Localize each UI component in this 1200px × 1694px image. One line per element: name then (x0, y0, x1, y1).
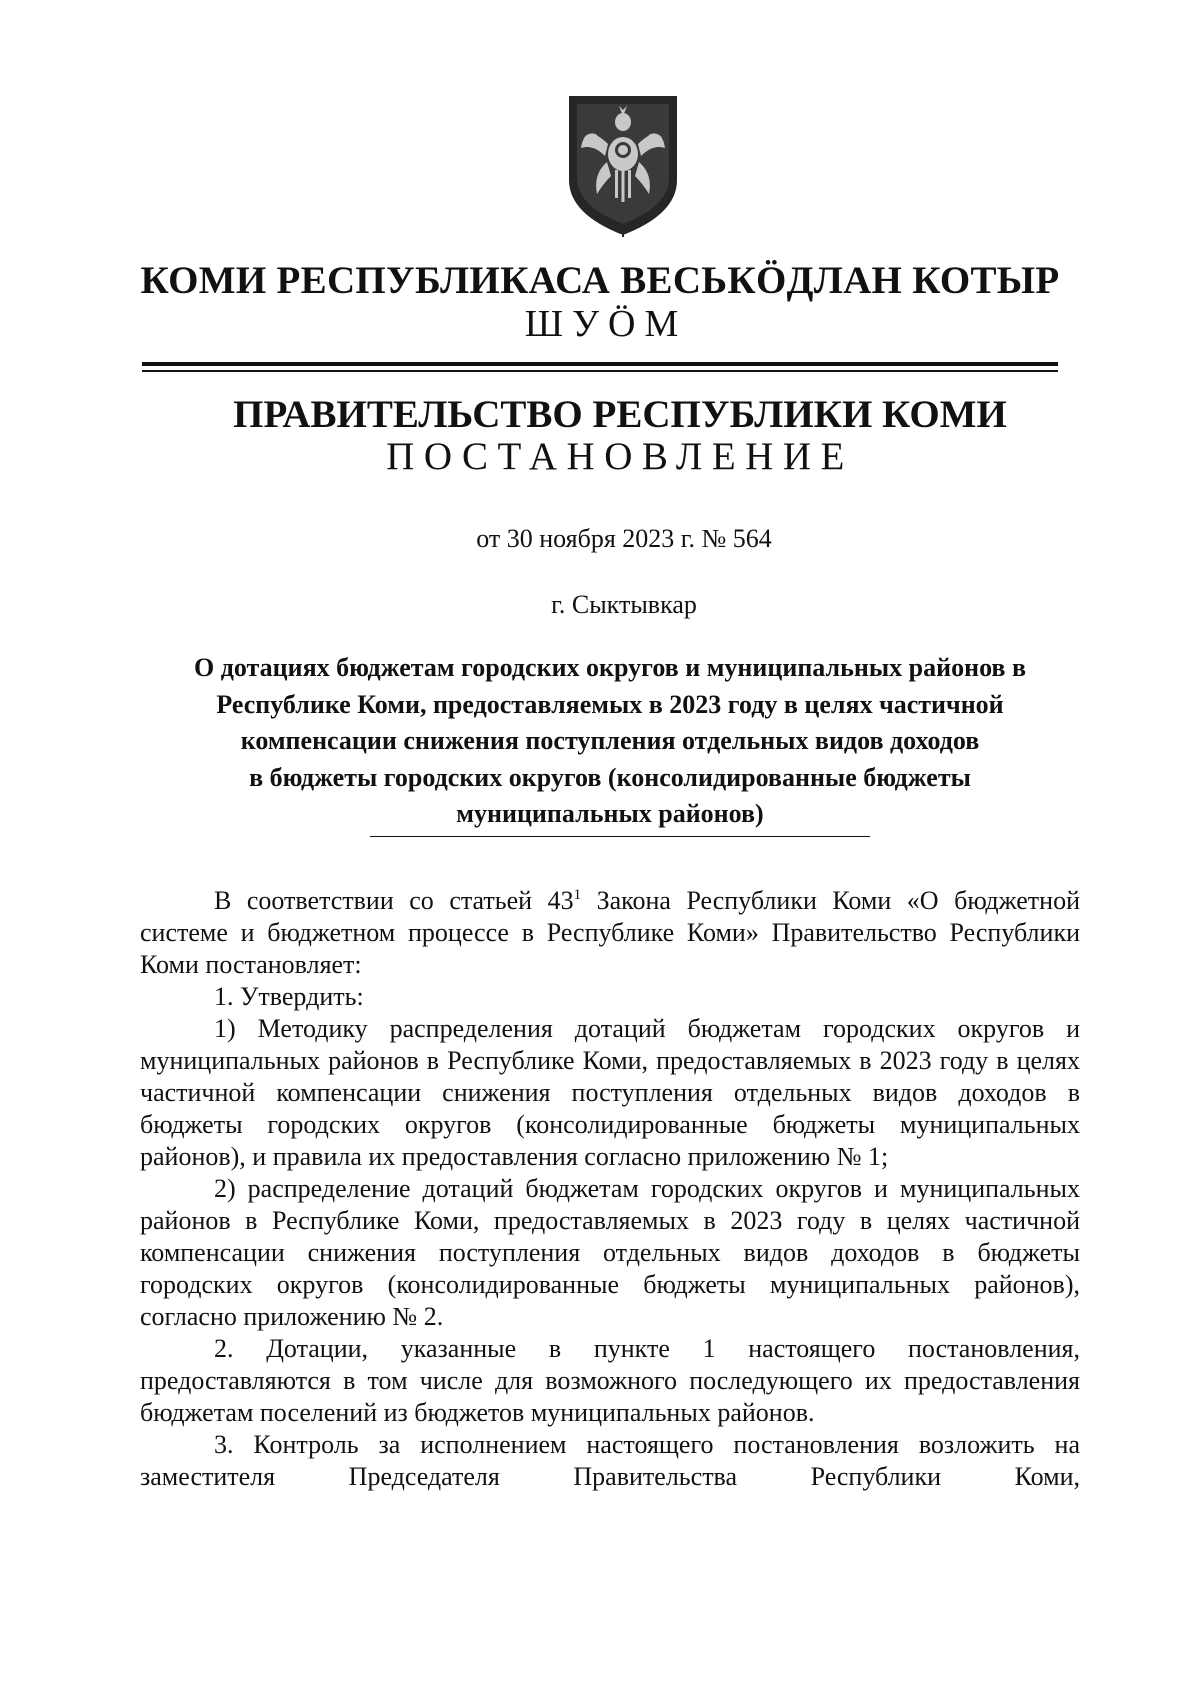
government-title: ПРАВИТЕЛЬСТВО РЕСПУБЛИКИ КОМИ (233, 393, 1007, 436)
coat-of-arms-emblem (563, 92, 683, 237)
intro-text-end: Закона Республики Коми «О бюджетной системе и бюджетном процессе в Республике Коми» Правительство Республики Коми постановляет: (140, 886, 1080, 979)
subject-line: компенсации снижения поступления отдельных видов доходов (240, 726, 980, 755)
subject-line: в бюджеты городских округов (консолидированные бюджеты (249, 762, 971, 792)
document-subject (140, 650, 1080, 833)
subject-line: муниципальных районов) (456, 799, 764, 828)
document-date-number: от 30 ноября 2023 г. № 564 (476, 524, 772, 553)
intro-text-start: В соответствии со статьей 43 (214, 886, 574, 915)
header-double-rule (142, 362, 1058, 372)
paragraph-3: 3. Контроль за исполнением настоящего постановления возложить на заместителя Председателя Правительства Республики Коми, (140, 1430, 1080, 1491)
subject-line: Республике Коми, предоставляемых в 2023 году в целях частичной (216, 689, 1004, 719)
komi-document-type: ШУӦМ (524, 303, 688, 345)
document-city: г. Сыктывкар (551, 590, 697, 619)
document-body (140, 885, 1080, 1493)
komi-government-title: КОМИ РЕСПУБЛИКАСА ВЕСЬКӦДЛАН КОТЫР (140, 259, 1060, 302)
subject-underline (370, 836, 870, 837)
document-type: ПОСТАНОВЛЕНИЕ (386, 435, 854, 478)
article-superscript: 1 (573, 887, 582, 903)
paragraph-1-1: 1) Методику распределения дотаций бюджетам городских округов и муниципальных районов в Республике Коми, предоставляемых в 2023 году в целях частичной компенсации снижения поступления отдельных видов доходов в бюджеты городских округов (консолидированные бюджеты муниципальных районов), и правила их предоставления согласно приложению № 1; (140, 1014, 1080, 1171)
paragraph-1: 1. Утвердить: (214, 982, 364, 1011)
paragraph-2: 2. Дотации, указанные в пункте 1 настоящего постановления, предоставляются в том числе для возможного последующего их предоставления бюджетам поселений из бюджетов муниципальных районов. (140, 1334, 1080, 1427)
intro-paragraph (140, 885, 1080, 981)
paragraph-1-2: 2) распределение дотаций бюджетам городских округов и муниципальных районов в Республике Коми, предоставляемых в 2023 году в целях частичной компенсации снижения поступления отдельных видов доходов в бюджеты городских округов (консолидированные бюджеты муниципальных районов), согласно приложению № 2. (140, 1174, 1080, 1331)
subject-line: О дотациях бюджетам городских округов и муниципальных районов в (194, 653, 1026, 682)
